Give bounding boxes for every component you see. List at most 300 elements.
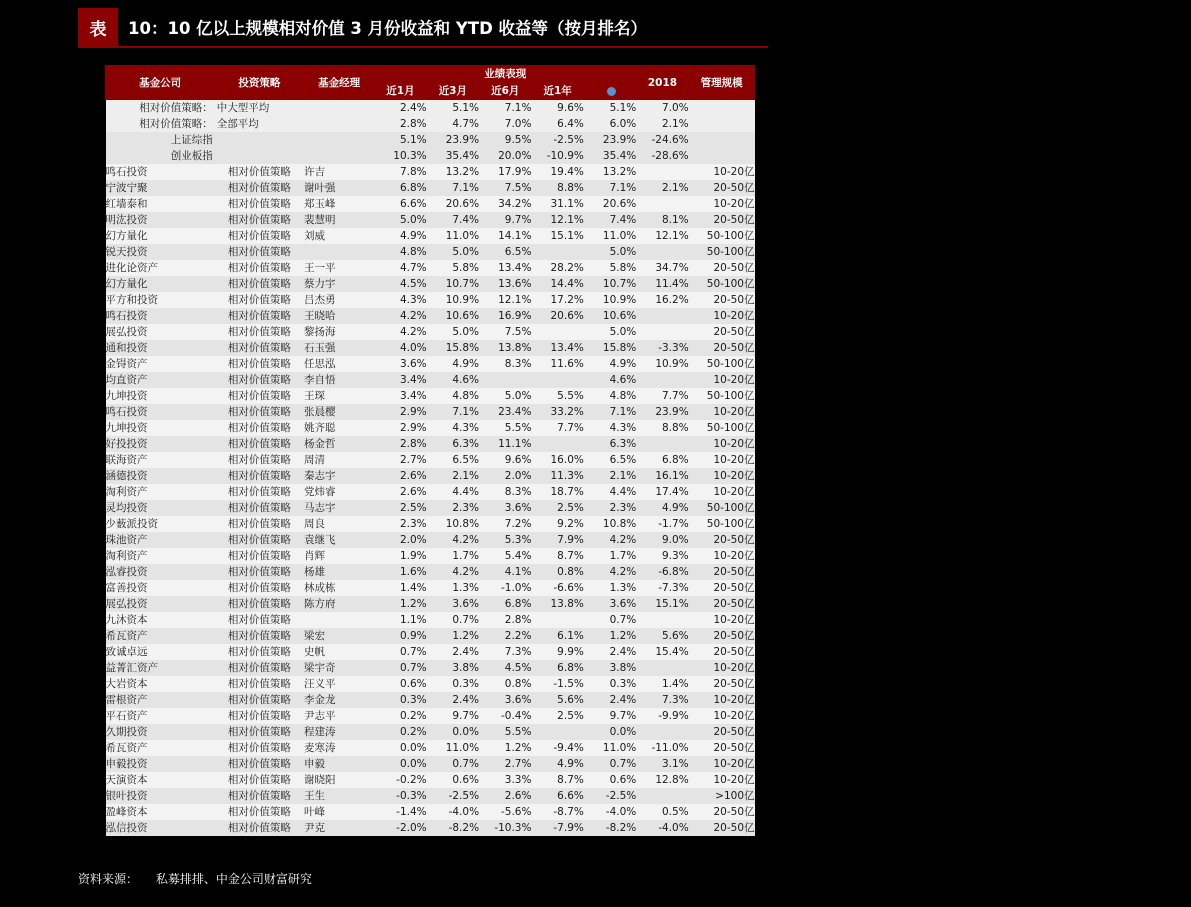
table-summary-row bbox=[106, 132, 755, 148]
cell-scale: 20-50亿 bbox=[689, 532, 755, 548]
cell-scale: 50-100亿 bbox=[689, 516, 755, 532]
cell-company: 展弘投资 bbox=[106, 324, 215, 340]
cell-y1: 19.4% bbox=[531, 164, 583, 180]
table-row[interactable] bbox=[106, 388, 755, 404]
cell-m3: 0.0% bbox=[427, 724, 479, 740]
cell-ytd: 3.6% bbox=[584, 596, 636, 612]
cell-m3: 1.7% bbox=[427, 548, 479, 564]
cell-y2018 bbox=[636, 372, 688, 388]
table-row[interactable] bbox=[106, 660, 755, 676]
cell-y1: 13.4% bbox=[531, 340, 583, 356]
cell-y2018: 12.8% bbox=[636, 772, 688, 788]
cell-m1: 0.2% bbox=[374, 724, 426, 740]
cell-company: 希瓦资产 bbox=[106, 740, 215, 756]
cell-m3: -2.5% bbox=[427, 788, 479, 804]
cell-strategy: 相对价值策略 bbox=[215, 244, 304, 260]
summary-cell-y2018: -24.6% bbox=[636, 132, 688, 148]
cell-company: 致诚卓远 bbox=[106, 644, 215, 660]
cell-company: 申毅投资 bbox=[106, 756, 215, 772]
cell-company: 九坤投资 bbox=[106, 420, 215, 436]
summary-cell-scale bbox=[689, 100, 755, 117]
summary-cell-m6: 9.5% bbox=[479, 132, 531, 148]
cell-scale: 50-100亿 bbox=[689, 276, 755, 292]
cell-scale: 10-20亿 bbox=[689, 404, 755, 420]
cell-y1: 11.6% bbox=[531, 356, 583, 372]
cell-strategy: 相对价值策略 bbox=[215, 388, 304, 404]
cell-company: 九沐资本 bbox=[106, 612, 215, 628]
cell-m6: 6.8% bbox=[479, 596, 531, 612]
summary-cell-m3: 4.7% bbox=[427, 116, 479, 132]
cell-manager: 申毅 bbox=[304, 756, 374, 772]
cell-y2018: 15.1% bbox=[636, 596, 688, 612]
cell-strategy: 相对价值策略 bbox=[215, 804, 304, 820]
cell-scale: 20-50亿 bbox=[689, 212, 755, 228]
cell-ytd: 4.2% bbox=[584, 532, 636, 548]
cell-y1: 5.6% bbox=[531, 692, 583, 708]
cell-manager: 谢晓阳 bbox=[304, 772, 374, 788]
table-row[interactable] bbox=[106, 484, 755, 500]
summary-cell-m6: 20.0% bbox=[479, 148, 531, 164]
cell-y2018: 16.2% bbox=[636, 292, 688, 308]
cell-m1: 2.8% bbox=[374, 436, 426, 452]
table-row[interactable] bbox=[106, 180, 755, 196]
cell-ytd: 1.7% bbox=[584, 548, 636, 564]
cell-m1: 3.4% bbox=[374, 372, 426, 388]
cell-manager: 蔡力宇 bbox=[304, 276, 374, 292]
cell-m6: 2.6% bbox=[479, 788, 531, 804]
cell-manager: 李金龙 bbox=[304, 692, 374, 708]
cell-strategy: 相对价值策略 bbox=[215, 628, 304, 644]
cell-ytd: 4.9% bbox=[584, 356, 636, 372]
cell-y2018 bbox=[636, 436, 688, 452]
table-row[interactable] bbox=[106, 420, 755, 436]
table-row[interactable] bbox=[106, 820, 755, 836]
cell-y2018: -6.8% bbox=[636, 564, 688, 580]
cell-y2018: 17.4% bbox=[636, 484, 688, 500]
summary-cell-company: 相对价值策略： bbox=[106, 100, 215, 117]
cell-company: 好投投资 bbox=[106, 436, 215, 452]
table-row[interactable] bbox=[106, 212, 755, 228]
cell-y2018 bbox=[636, 612, 688, 628]
cell-scale: 20-50亿 bbox=[689, 292, 755, 308]
th-company: 基金公司 bbox=[106, 66, 215, 100]
cell-ytd: 10.7% bbox=[584, 276, 636, 292]
cell-y1: 20.6% bbox=[531, 308, 583, 324]
cell-strategy: 相对价值策略 bbox=[215, 644, 304, 660]
cell-ytd: 0.0% bbox=[584, 724, 636, 740]
cell-m6: 9.6% bbox=[479, 452, 531, 468]
cell-y1: 0.8% bbox=[531, 564, 583, 580]
cell-company: 展弘投资 bbox=[106, 596, 215, 612]
cell-manager: 秦志宇 bbox=[304, 468, 374, 484]
summary-cell-y2018: 7.0% bbox=[636, 100, 688, 117]
cell-y2018: -1.7% bbox=[636, 516, 688, 532]
cell-company: 希瓦资产 bbox=[106, 628, 215, 644]
cell-company: 明汯投资 bbox=[106, 212, 215, 228]
cell-m1: 6.6% bbox=[374, 196, 426, 212]
cell-y2018: 23.9% bbox=[636, 404, 688, 420]
cell-m3: 4.2% bbox=[427, 564, 479, 580]
summary-cell-scale bbox=[689, 132, 755, 148]
cell-m3: 4.3% bbox=[427, 420, 479, 436]
source-footer bbox=[78, 870, 312, 887]
cell-m1: 1.9% bbox=[374, 548, 426, 564]
cell-y1: 13.8% bbox=[531, 596, 583, 612]
table-row[interactable] bbox=[106, 564, 755, 580]
cell-y2018: -9.9% bbox=[636, 708, 688, 724]
cell-y1: 9.9% bbox=[531, 644, 583, 660]
cell-scale: 50-100亿 bbox=[689, 500, 755, 516]
table-row[interactable] bbox=[106, 548, 755, 564]
cell-scale: 10-20亿 bbox=[689, 708, 755, 724]
summary-cell-m6: 7.0% bbox=[479, 116, 531, 132]
cell-m1: 0.7% bbox=[374, 644, 426, 660]
cell-m6: -0.4% bbox=[479, 708, 531, 724]
cell-y1: 33.2% bbox=[531, 404, 583, 420]
table-row[interactable] bbox=[106, 276, 755, 292]
cell-m3: 4.6% bbox=[427, 372, 479, 388]
cell-m3: 11.0% bbox=[427, 228, 479, 244]
cell-m1: 3.4% bbox=[374, 388, 426, 404]
cell-company: 平石资产 bbox=[106, 708, 215, 724]
summary-cell-manager bbox=[304, 148, 374, 164]
cell-m1: 4.0% bbox=[374, 340, 426, 356]
cell-y2018: 6.8% bbox=[636, 452, 688, 468]
table-row[interactable] bbox=[106, 612, 755, 628]
table-row[interactable] bbox=[106, 516, 755, 532]
cell-m1: -0.3% bbox=[374, 788, 426, 804]
cell-y1 bbox=[531, 436, 583, 452]
cell-m1: 0.6% bbox=[374, 676, 426, 692]
cell-ytd: 0.7% bbox=[584, 756, 636, 772]
cell-y1: 12.1% bbox=[531, 212, 583, 228]
cell-strategy: 相对价值策略 bbox=[215, 228, 304, 244]
th-scale: 管理规模 bbox=[689, 66, 755, 100]
table-row[interactable] bbox=[106, 628, 755, 644]
cell-y1: -9.4% bbox=[531, 740, 583, 756]
cell-m3: 4.4% bbox=[427, 484, 479, 500]
cell-m3: 10.7% bbox=[427, 276, 479, 292]
table-row[interactable] bbox=[106, 788, 755, 804]
table-row[interactable] bbox=[106, 500, 755, 516]
cell-y2018: 8.8% bbox=[636, 420, 688, 436]
table-row[interactable] bbox=[106, 452, 755, 468]
table-row[interactable] bbox=[106, 356, 755, 372]
table-row[interactable] bbox=[106, 580, 755, 596]
table-row[interactable] bbox=[106, 308, 755, 324]
cell-m1: 4.3% bbox=[374, 292, 426, 308]
cell-m1: 2.0% bbox=[374, 532, 426, 548]
cell-m1: 2.9% bbox=[374, 404, 426, 420]
cell-strategy: 相对价值策略 bbox=[215, 612, 304, 628]
table-header bbox=[106, 66, 755, 100]
cell-m3: 0.7% bbox=[427, 612, 479, 628]
table-row[interactable] bbox=[106, 436, 755, 452]
cell-company: 泓睿投资 bbox=[106, 564, 215, 580]
table-row[interactable] bbox=[106, 244, 755, 260]
table-row[interactable] bbox=[106, 756, 755, 772]
cell-m6: 13.6% bbox=[479, 276, 531, 292]
summary-cell-scale bbox=[689, 116, 755, 132]
cell-scale: 10-20亿 bbox=[689, 772, 755, 788]
cell-manager: 姚齐聪 bbox=[304, 420, 374, 436]
summary-cell-y2018: 2.1% bbox=[636, 116, 688, 132]
cell-m3: 0.3% bbox=[427, 676, 479, 692]
cell-company: 富善投资 bbox=[106, 580, 215, 596]
cell-company: 鸣石投资 bbox=[106, 404, 215, 420]
cell-strategy: 相对价值策略 bbox=[215, 676, 304, 692]
summary-cell-y1: 6.4% bbox=[531, 116, 583, 132]
cell-ytd: 2.1% bbox=[584, 468, 636, 484]
cell-company: 平方和投资 bbox=[106, 292, 215, 308]
cell-scale: 50-100亿 bbox=[689, 228, 755, 244]
cell-manager: 梁宇奇 bbox=[304, 660, 374, 676]
cell-y1: 15.1% bbox=[531, 228, 583, 244]
table-row[interactable] bbox=[106, 596, 755, 612]
cell-scale: 10-20亿 bbox=[689, 692, 755, 708]
summary-cell-strategy bbox=[215, 132, 304, 148]
cell-strategy: 相对价值策略 bbox=[215, 532, 304, 548]
cell-manager: 党炜睿 bbox=[304, 484, 374, 500]
cell-y1: 6.8% bbox=[531, 660, 583, 676]
cell-manager: 周清 bbox=[304, 452, 374, 468]
th-strategy: 投资策略 bbox=[215, 66, 304, 100]
cell-strategy: 相对价值策略 bbox=[215, 548, 304, 564]
cell-y2018: 0.5% bbox=[636, 804, 688, 820]
summary-cell-manager bbox=[304, 132, 374, 148]
cell-scale: 50-100亿 bbox=[689, 420, 755, 436]
cell-company: 联海资产 bbox=[106, 452, 215, 468]
cell-m1: 4.2% bbox=[374, 324, 426, 340]
cell-company: 雷根资产 bbox=[106, 692, 215, 708]
cell-ytd: 3.8% bbox=[584, 660, 636, 676]
cell-strategy: 相对价值策略 bbox=[215, 164, 304, 180]
cell-company: 淘利资产 bbox=[106, 548, 215, 564]
cell-manager: 陈方府 bbox=[304, 596, 374, 612]
cell-manager bbox=[304, 244, 374, 260]
cell-m6: -1.0% bbox=[479, 580, 531, 596]
cell-y2018 bbox=[636, 660, 688, 676]
cell-m6: -5.6% bbox=[479, 804, 531, 820]
th-y1: 近1年 bbox=[531, 83, 583, 100]
cell-m1: 4.2% bbox=[374, 308, 426, 324]
cell-y1: 2.5% bbox=[531, 500, 583, 516]
cell-y1: 6.1% bbox=[531, 628, 583, 644]
cell-m3: 7.4% bbox=[427, 212, 479, 228]
table-row[interactable] bbox=[106, 372, 755, 388]
cell-m6: 34.2% bbox=[479, 196, 531, 212]
cell-m3: 0.6% bbox=[427, 772, 479, 788]
summary-cell-m3: 35.4% bbox=[427, 148, 479, 164]
cell-y2018 bbox=[636, 724, 688, 740]
cell-scale: 10-20亿 bbox=[689, 612, 755, 628]
cell-strategy: 相对价值策略 bbox=[215, 692, 304, 708]
table-header-row-1 bbox=[106, 66, 755, 83]
summary-cell-scale bbox=[689, 148, 755, 164]
cell-manager: 麦寒涛 bbox=[304, 740, 374, 756]
table-row[interactable] bbox=[106, 772, 755, 788]
cell-y1: 5.5% bbox=[531, 388, 583, 404]
cell-y2018 bbox=[636, 308, 688, 324]
cell-y1: 31.1% bbox=[531, 196, 583, 212]
table-row[interactable] bbox=[106, 292, 755, 308]
cell-y1: -8.7% bbox=[531, 804, 583, 820]
cell-manager: 汪义平 bbox=[304, 676, 374, 692]
cell-m3: 20.6% bbox=[427, 196, 479, 212]
cell-ytd: 4.6% bbox=[584, 372, 636, 388]
cell-strategy: 相对价值策略 bbox=[215, 404, 304, 420]
cell-strategy: 相对价值策略 bbox=[215, 772, 304, 788]
cell-y1 bbox=[531, 324, 583, 340]
cell-y2018: -11.0% bbox=[636, 740, 688, 756]
cell-m3: 3.6% bbox=[427, 596, 479, 612]
cell-scale: 20-50亿 bbox=[689, 628, 755, 644]
cell-scale: 20-50亿 bbox=[689, 740, 755, 756]
cell-ytd: 4.3% bbox=[584, 420, 636, 436]
table-row[interactable] bbox=[106, 804, 755, 820]
cell-ytd: 6.5% bbox=[584, 452, 636, 468]
table-row[interactable] bbox=[106, 468, 755, 484]
cell-m6: 16.9% bbox=[479, 308, 531, 324]
cell-strategy: 相对价值策略 bbox=[215, 340, 304, 356]
cell-y1 bbox=[531, 612, 583, 628]
cell-manager: 肖辉 bbox=[304, 548, 374, 564]
summary-cell-ytd: 23.9% bbox=[584, 132, 636, 148]
source-label: 资料来源： bbox=[78, 872, 139, 886]
cell-manager: 石玉强 bbox=[304, 340, 374, 356]
cell-manager: 郑玉峰 bbox=[304, 196, 374, 212]
cell-y2018: 8.1% bbox=[636, 212, 688, 228]
summary-cell-m1: 10.3% bbox=[374, 148, 426, 164]
table-row[interactable] bbox=[106, 164, 755, 180]
cell-strategy: 相对价值策略 bbox=[215, 660, 304, 676]
cell-m1: -2.0% bbox=[374, 820, 426, 836]
cell-manager: 马志宇 bbox=[304, 500, 374, 516]
cell-y1: 7.9% bbox=[531, 532, 583, 548]
cell-y2018: 4.9% bbox=[636, 500, 688, 516]
cell-m3: 9.7% bbox=[427, 708, 479, 724]
table-row[interactable] bbox=[106, 532, 755, 548]
table-row[interactable] bbox=[106, 228, 755, 244]
cell-y1: 2.5% bbox=[531, 708, 583, 724]
summary-cell-ytd: 35.4% bbox=[584, 148, 636, 164]
cell-scale: 20-50亿 bbox=[689, 260, 755, 276]
cell-strategy: 相对价值策略 bbox=[215, 196, 304, 212]
cell-m6: 12.1% bbox=[479, 292, 531, 308]
cell-m6: 7.2% bbox=[479, 516, 531, 532]
cell-y2018: -7.3% bbox=[636, 580, 688, 596]
cell-manager: 林成栋 bbox=[304, 580, 374, 596]
cell-m1: 2.3% bbox=[374, 516, 426, 532]
cell-strategy: 相对价值策略 bbox=[215, 420, 304, 436]
cell-manager: 叶峰 bbox=[304, 804, 374, 820]
cell-m6: 8.3% bbox=[479, 484, 531, 500]
cell-m1: 1.6% bbox=[374, 564, 426, 580]
cell-m3: 5.0% bbox=[427, 244, 479, 260]
cell-y2018: 10.9% bbox=[636, 356, 688, 372]
summary-cell-m1: 2.4% bbox=[374, 100, 426, 117]
cell-manager: 张晨樱 bbox=[304, 404, 374, 420]
cell-company: 银叶投资 bbox=[106, 788, 215, 804]
table-row[interactable] bbox=[106, 740, 755, 756]
cell-y2018 bbox=[636, 788, 688, 804]
cell-strategy: 相对价值策略 bbox=[215, 516, 304, 532]
cell-scale: 50-100亿 bbox=[689, 388, 755, 404]
table-row[interactable] bbox=[106, 644, 755, 660]
cell-y2018 bbox=[636, 164, 688, 180]
table-row[interactable] bbox=[106, 708, 755, 724]
summary-cell-manager bbox=[304, 100, 374, 117]
table-row[interactable] bbox=[106, 676, 755, 692]
cell-strategy: 相对价值策略 bbox=[215, 276, 304, 292]
table-row[interactable] bbox=[106, 260, 755, 276]
cell-m6: 7.5% bbox=[479, 324, 531, 340]
cell-m3: 10.8% bbox=[427, 516, 479, 532]
table-row[interactable] bbox=[106, 340, 755, 356]
cell-scale: 20-50亿 bbox=[689, 676, 755, 692]
cell-scale: 20-50亿 bbox=[689, 820, 755, 836]
table-row[interactable] bbox=[106, 724, 755, 740]
cell-manager: 尹志平 bbox=[304, 708, 374, 724]
table-row[interactable] bbox=[106, 404, 755, 420]
cell-m3: 5.8% bbox=[427, 260, 479, 276]
cell-m1: 2.6% bbox=[374, 484, 426, 500]
cell-m6: 6.5% bbox=[479, 244, 531, 260]
th-m6: 近6月 bbox=[479, 83, 531, 100]
table-row[interactable] bbox=[106, 324, 755, 340]
cell-ytd: 5.8% bbox=[584, 260, 636, 276]
table-row[interactable] bbox=[106, 692, 755, 708]
cell-y2018 bbox=[636, 324, 688, 340]
cell-m1: 0.2% bbox=[374, 708, 426, 724]
cell-y2018: 7.3% bbox=[636, 692, 688, 708]
cell-ytd: 10.9% bbox=[584, 292, 636, 308]
cell-manager: 王一平 bbox=[304, 260, 374, 276]
cell-company: 益菁汇资产 bbox=[106, 660, 215, 676]
cell-y2018: 2.1% bbox=[636, 180, 688, 196]
cell-scale: 10-20亿 bbox=[689, 452, 755, 468]
table-title-row bbox=[78, 8, 768, 46]
cell-ytd: 11.0% bbox=[584, 228, 636, 244]
cell-strategy: 相对价值策略 bbox=[215, 580, 304, 596]
cell-m6: 8.3% bbox=[479, 356, 531, 372]
cell-scale: 10-20亿 bbox=[689, 308, 755, 324]
table-summary-body bbox=[106, 100, 755, 165]
cell-ytd: 1.2% bbox=[584, 628, 636, 644]
cell-m3: 10.6% bbox=[427, 308, 479, 324]
cell-m1: 2.9% bbox=[374, 420, 426, 436]
cell-y1: 11.3% bbox=[531, 468, 583, 484]
table-row[interactable] bbox=[106, 196, 755, 212]
cell-strategy: 相对价值策略 bbox=[215, 292, 304, 308]
cell-m3: 6.3% bbox=[427, 436, 479, 452]
cell-y2018: 34.7% bbox=[636, 260, 688, 276]
cell-m1: 2.6% bbox=[374, 468, 426, 484]
cell-m1: 0.0% bbox=[374, 756, 426, 772]
cell-ytd: 4.8% bbox=[584, 388, 636, 404]
cell-m6: 0.8% bbox=[479, 676, 531, 692]
cell-company: 灵均投资 bbox=[106, 500, 215, 516]
cell-m1: 5.0% bbox=[374, 212, 426, 228]
cell-m6: 13.8% bbox=[479, 340, 531, 356]
cell-scale: 10-20亿 bbox=[689, 468, 755, 484]
cell-strategy: 相对价值策略 bbox=[215, 500, 304, 516]
cell-y2018: 1.4% bbox=[636, 676, 688, 692]
cell-ytd: 20.6% bbox=[584, 196, 636, 212]
cell-m3: 10.9% bbox=[427, 292, 479, 308]
cell-y2018: 5.6% bbox=[636, 628, 688, 644]
th-2018: 2018 bbox=[636, 66, 688, 100]
